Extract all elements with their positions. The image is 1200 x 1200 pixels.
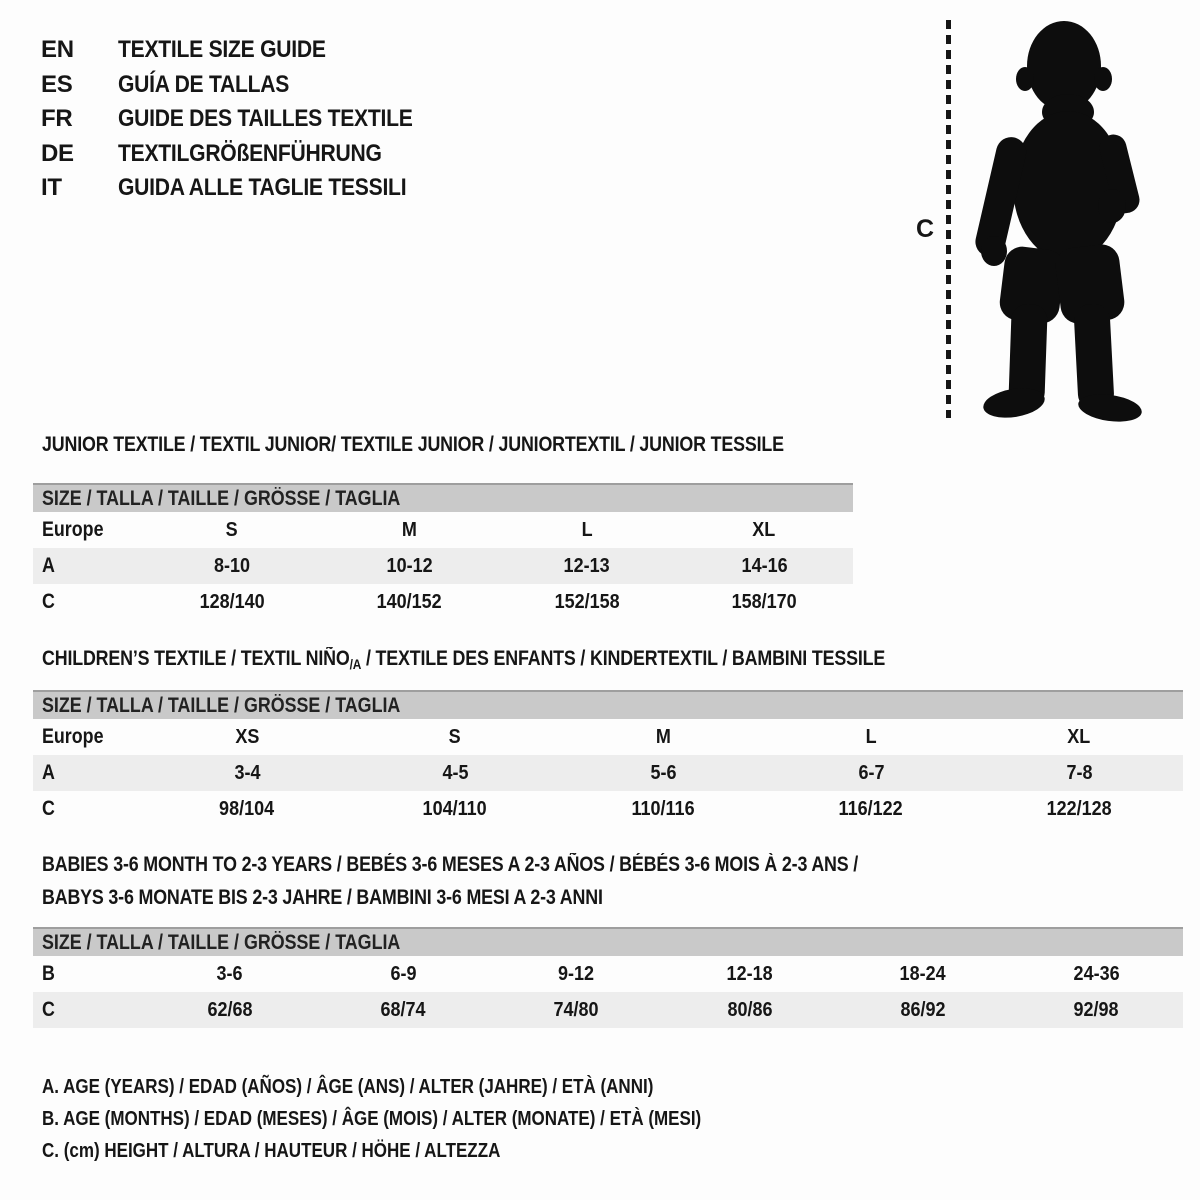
row-label-text: A [42, 761, 55, 784]
table-cell [143, 519, 321, 542]
table-row [33, 755, 1183, 791]
cell-value: 158/170 [731, 590, 797, 613]
babies-size-table [33, 927, 1183, 1028]
junior-section-title-text: JUNIOR TEXTILE / TEXTIL JUNIOR/ TEXTILE JUNIOR / JUNIORTEXTIL / JUNIOR TESSILE [42, 433, 784, 456]
cell-value: 128/140 [199, 590, 265, 613]
table-cell [498, 519, 676, 542]
children-title-main: CHILDREN’S TEXTILE / TEXTIL NIÑO [42, 647, 350, 670]
row-label [33, 725, 143, 749]
cell-value: M [401, 518, 417, 541]
cell-value: S [448, 725, 462, 748]
row-label [33, 590, 143, 614]
language-row [41, 33, 453, 68]
table-cell [351, 726, 559, 749]
cell-value: M [655, 725, 671, 748]
table-row [33, 791, 1183, 827]
language-row [41, 102, 453, 137]
row-label-text: Europe [42, 518, 104, 541]
language-row [41, 68, 453, 103]
cell-value: 7-8 [1065, 761, 1093, 784]
table-cell [143, 555, 321, 578]
children-size-table [33, 690, 1183, 827]
cell-value: 98/104 [219, 797, 275, 820]
cell-value: XS [234, 725, 260, 748]
table-cell [498, 591, 676, 614]
table-cell [767, 762, 975, 785]
babies-title-line2: BABYS 3-6 MONATE BIS 2-3 JAHRE / BAMBINI 3-6 MESI A 2-3 ANNI [42, 885, 603, 909]
children-section-title [42, 646, 1034, 673]
language-title: TEXTILGRÖßENFÜHRUNG [118, 139, 382, 167]
table-cell [321, 519, 499, 542]
cell-value: 3-4 [233, 761, 261, 784]
legend-line [42, 1103, 818, 1135]
cell-value: 152/158 [554, 590, 620, 613]
size-header-bar [33, 927, 1183, 956]
table-row [33, 956, 1183, 992]
cell-value: L [581, 518, 593, 541]
cell-value: 62/68 [207, 998, 253, 1021]
table-row [33, 992, 1183, 1028]
row-label [33, 761, 143, 785]
legend-line [42, 1071, 818, 1103]
table-cell [498, 555, 676, 578]
language-code: DE [41, 139, 74, 167]
language-title: GUIDA ALLE TAGLIE TESSILI [118, 174, 407, 202]
table-cell [490, 999, 663, 1022]
size-header-label: SIZE / TALLA / TAILLE / GRÖSSE / TAGLIA [42, 930, 401, 954]
row-label [33, 998, 143, 1022]
row-label-text: C [42, 998, 55, 1021]
table-cell [321, 555, 499, 578]
table-row [33, 548, 853, 584]
table-cell [676, 591, 854, 614]
cell-value: 6-7 [857, 761, 885, 784]
cell-value: 122/128 [1046, 797, 1112, 820]
table-cell [975, 726, 1183, 749]
language-title: GUIDE DES TAILLES TEXTILE [118, 105, 413, 133]
size-header-label: SIZE / TALLA / TAILLE / GRÖSSE / TAGLIA [42, 693, 401, 717]
language-code: IT [41, 174, 62, 202]
table-cell [836, 963, 1009, 986]
cell-value: 10-12 [386, 554, 433, 577]
cell-value: S [225, 518, 238, 541]
height-measure-line [946, 20, 951, 418]
table-cell [975, 762, 1183, 785]
table-cell [143, 798, 351, 821]
table-cell [559, 762, 767, 785]
table-cell [316, 999, 489, 1022]
table-cell [559, 798, 767, 821]
legend [42, 1071, 818, 1167]
height-measure-label: C [916, 215, 935, 243]
cell-value: 92/98 [1073, 998, 1119, 1021]
table-cell [676, 555, 854, 578]
language-code: ES [41, 70, 73, 98]
cell-value: 104/110 [422, 797, 488, 820]
size-header-label: SIZE / TALLA / TAILLE / GRÖSSE / TAGLIA [42, 486, 401, 510]
table-cell [143, 999, 316, 1022]
table-cell [351, 762, 559, 785]
table-cell [767, 798, 975, 821]
size-header-bar [33, 690, 1183, 719]
table-cell [490, 963, 663, 986]
cell-value: 6-9 [389, 962, 416, 985]
cell-value: 5-6 [649, 761, 677, 784]
babies-section-title [42, 849, 1002, 914]
language-header [41, 33, 453, 206]
table-cell [143, 963, 316, 986]
junior-section-title [42, 432, 915, 458]
cell-value: 18-24 [899, 962, 946, 985]
language-title: GUÍA DE TALLAS [118, 70, 290, 98]
table-cell [1010, 963, 1183, 986]
cell-value: 12-18 [726, 962, 773, 985]
table-row [33, 512, 853, 548]
cell-value: 116/122 [838, 797, 904, 820]
table-cell [975, 798, 1183, 821]
cell-value: 80/86 [727, 998, 773, 1021]
row-label [33, 518, 143, 542]
row-label-text: A [42, 554, 55, 577]
cell-value: 4-5 [441, 761, 469, 784]
cell-value: 110/116 [631, 797, 695, 820]
cell-value: 3-6 [216, 962, 243, 985]
row-label-text: C [42, 797, 55, 820]
babies-title-line1: BABIES 3-6 MONTH TO 2-3 YEARS / BEBÉS 3-6 MESES A 2-3 AÑOS / BÉBÉS 3-6 MOIS À 2-3 ANS / [42, 853, 859, 876]
cell-value: 14-16 [741, 554, 788, 577]
table-cell [663, 999, 836, 1022]
language-code: FR [41, 105, 73, 133]
language-title: TEXTILE SIZE GUIDE [118, 36, 326, 64]
table-cell [316, 963, 489, 986]
cell-value: 140/152 [376, 590, 442, 613]
language-row [41, 171, 453, 206]
legend-line [42, 1135, 818, 1167]
table-cell [351, 798, 559, 821]
cell-value: 8-10 [213, 554, 250, 577]
legend-line-a: A. AGE (YEARS) / EDAD (AÑOS) / ÂGE (ANS) / ALTER (JAHRE) / ETÀ (ANNI) [42, 1075, 654, 1098]
table-cell [1010, 999, 1183, 1022]
table-cell [321, 591, 499, 614]
legend-line-c: C. (cm) HEIGHT / ALTURA / HAUTEUR / HÖHE / ALTEZZA [42, 1139, 501, 1162]
children-title-rest: / TEXTILE DES ENFANTS / KINDERTEXTIL / BAMBINI TESSILE [361, 647, 886, 670]
language-code: EN [41, 36, 74, 64]
cell-value: 9-12 [558, 962, 595, 985]
cell-value: 68/74 [380, 998, 426, 1021]
table-cell [143, 726, 351, 749]
children-title-sub: /A [349, 656, 362, 672]
baby-silhouette-icon [972, 16, 1144, 422]
table-row [33, 719, 1183, 755]
table-cell [676, 519, 854, 542]
cell-value: XL [752, 518, 776, 541]
table-cell [663, 963, 836, 986]
table-cell [143, 591, 321, 614]
cell-value: L [865, 725, 877, 748]
table-cell [143, 762, 351, 785]
table-cell [559, 726, 767, 749]
table-cell [767, 726, 975, 749]
cell-value: 24-36 [1073, 962, 1120, 985]
row-label-text: B [42, 962, 55, 985]
cell-value: 86/92 [900, 998, 946, 1021]
legend-line-b: B. AGE (MONTHS) / EDAD (MESES) / ÂGE (MOIS) / ALTER (MONATE) / ETÀ (MESI) [42, 1107, 702, 1130]
row-label-text: Europe [42, 725, 104, 748]
cell-value: 74/80 [553, 998, 599, 1021]
table-cell [836, 999, 1009, 1022]
row-label [33, 797, 143, 821]
language-row [41, 137, 453, 172]
table-row [33, 584, 853, 620]
row-label [33, 962, 143, 986]
junior-size-table [33, 483, 853, 620]
row-label-text: C [42, 590, 55, 613]
size-header-bar [33, 483, 853, 512]
row-label [33, 554, 143, 578]
cell-value: 12-13 [563, 554, 610, 577]
cell-value: XL [1067, 725, 1091, 748]
